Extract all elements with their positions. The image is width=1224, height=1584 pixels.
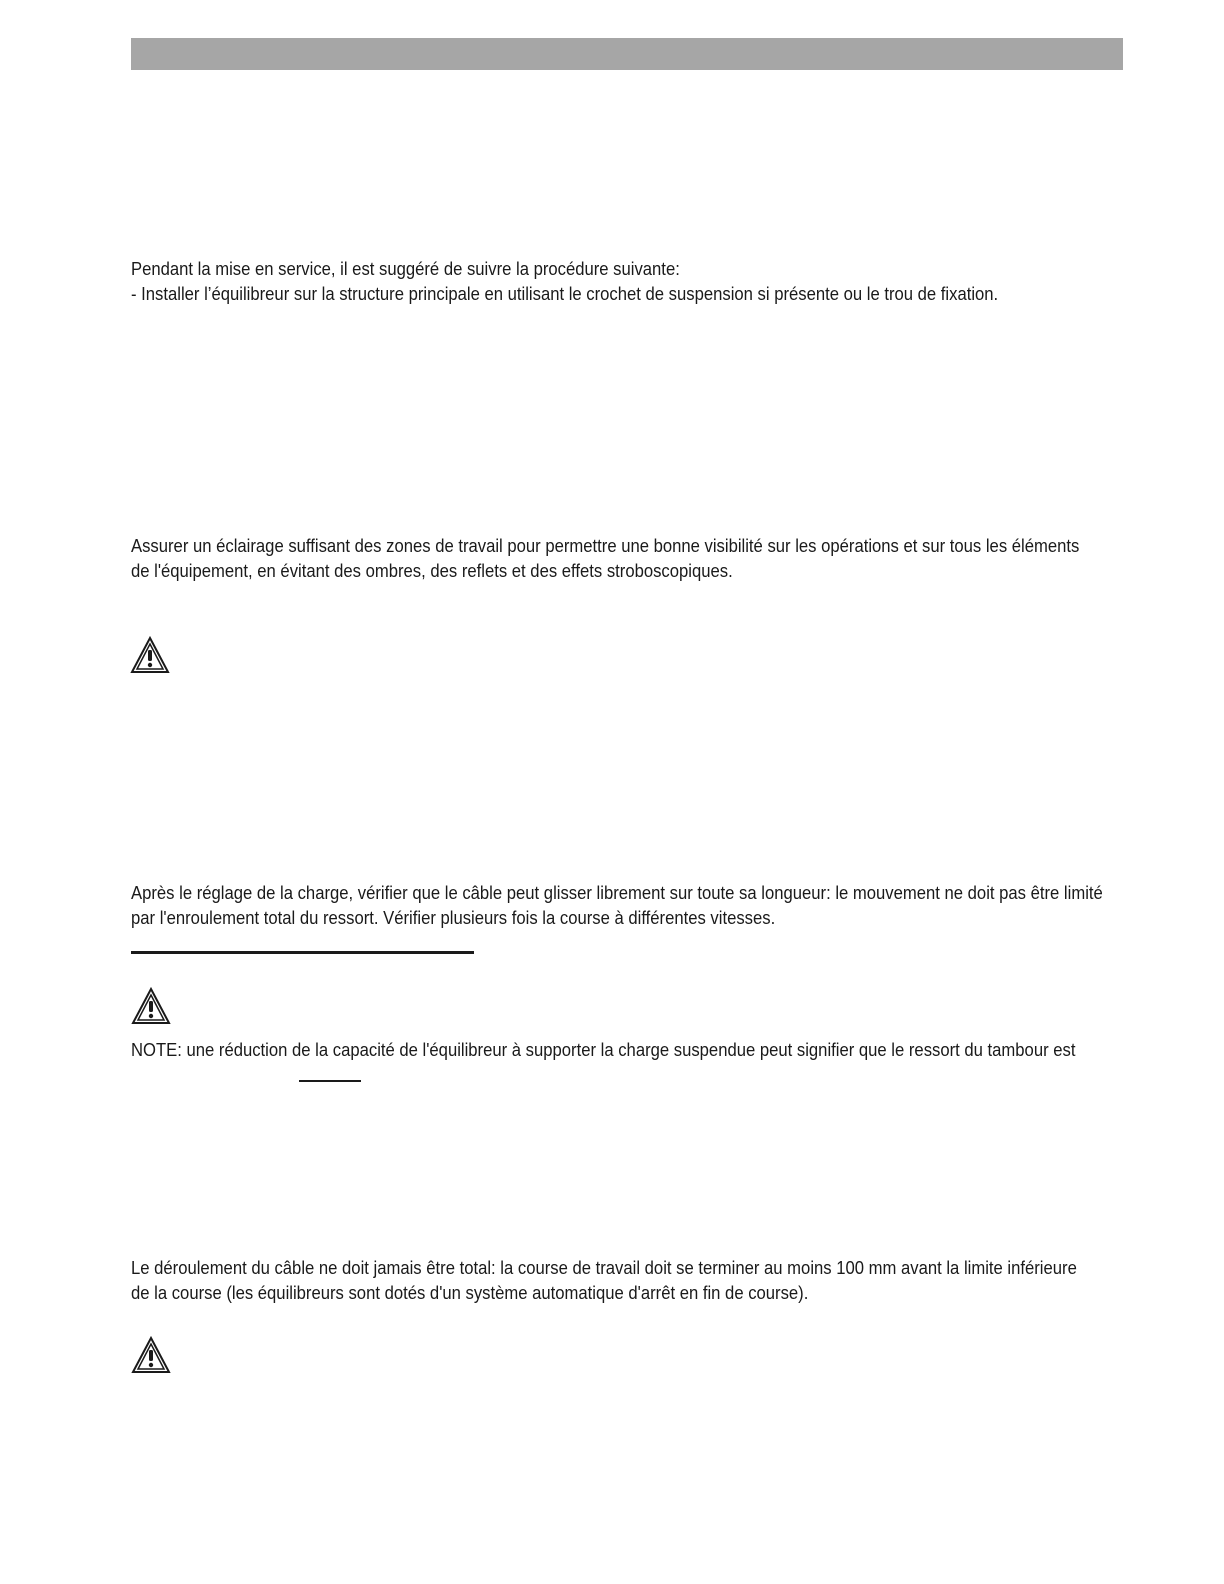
lighting-paragraph xyxy=(131,533,1080,583)
section-divider xyxy=(131,951,474,954)
note-paragraph xyxy=(131,1037,1076,1062)
commissioning-line-2: - Installer l’équilibreur sur la structure principale en utilisant le crochet de suspension si présente ou le trou de fixation. xyxy=(131,283,999,304)
lighting-line-2: de l'équipement, en évitant des ombres, des reflets et des effets stroboscopiques. xyxy=(131,560,733,581)
cable-travel-line-2: de la course (les équilibreurs sont dotés d'un système automatique d'arrêt en fin de course). xyxy=(131,1282,809,1303)
warning-triangle-icon xyxy=(130,636,170,674)
warning-triangle-icon xyxy=(131,1336,171,1374)
commissioning-paragraph xyxy=(131,256,1031,306)
header-bar xyxy=(131,38,1123,70)
load-check-line-2: par l'enroulement total du ressort. Vérifier plusieurs fois la course à différentes vitesses. xyxy=(131,907,776,928)
note-line-1: NOTE: une réduction de la capacité de l'équilibreur à supporter la charge suspendue peut signifier que le ressort du tambour est xyxy=(131,1039,1076,1060)
warning-triangle-icon xyxy=(131,987,171,1025)
cable-travel-line-1: Le déroulement du câble ne doit jamais être total: la course de travail doit se terminer au moins 100 mm avant la limite inférieure xyxy=(131,1257,1077,1278)
load-check-paragraph xyxy=(131,880,1103,930)
load-check-line-1: Après le réglage de la charge, vérifier que le câble peut glisser librement sur toute sa longueur: le mouvement ne doit pas être limité xyxy=(131,882,1103,903)
lighting-line-1: Assurer un éclairage suffisant des zones de travail pour permettre une bonne visibilité sur les opérations et sur tous les éléments xyxy=(131,535,1080,556)
cable-travel-paragraph xyxy=(131,1255,1077,1305)
commissioning-line-1: Pendant la mise en service, il est suggéré de suivre la procédure suivante: xyxy=(131,258,680,279)
short-underline xyxy=(299,1080,361,1082)
